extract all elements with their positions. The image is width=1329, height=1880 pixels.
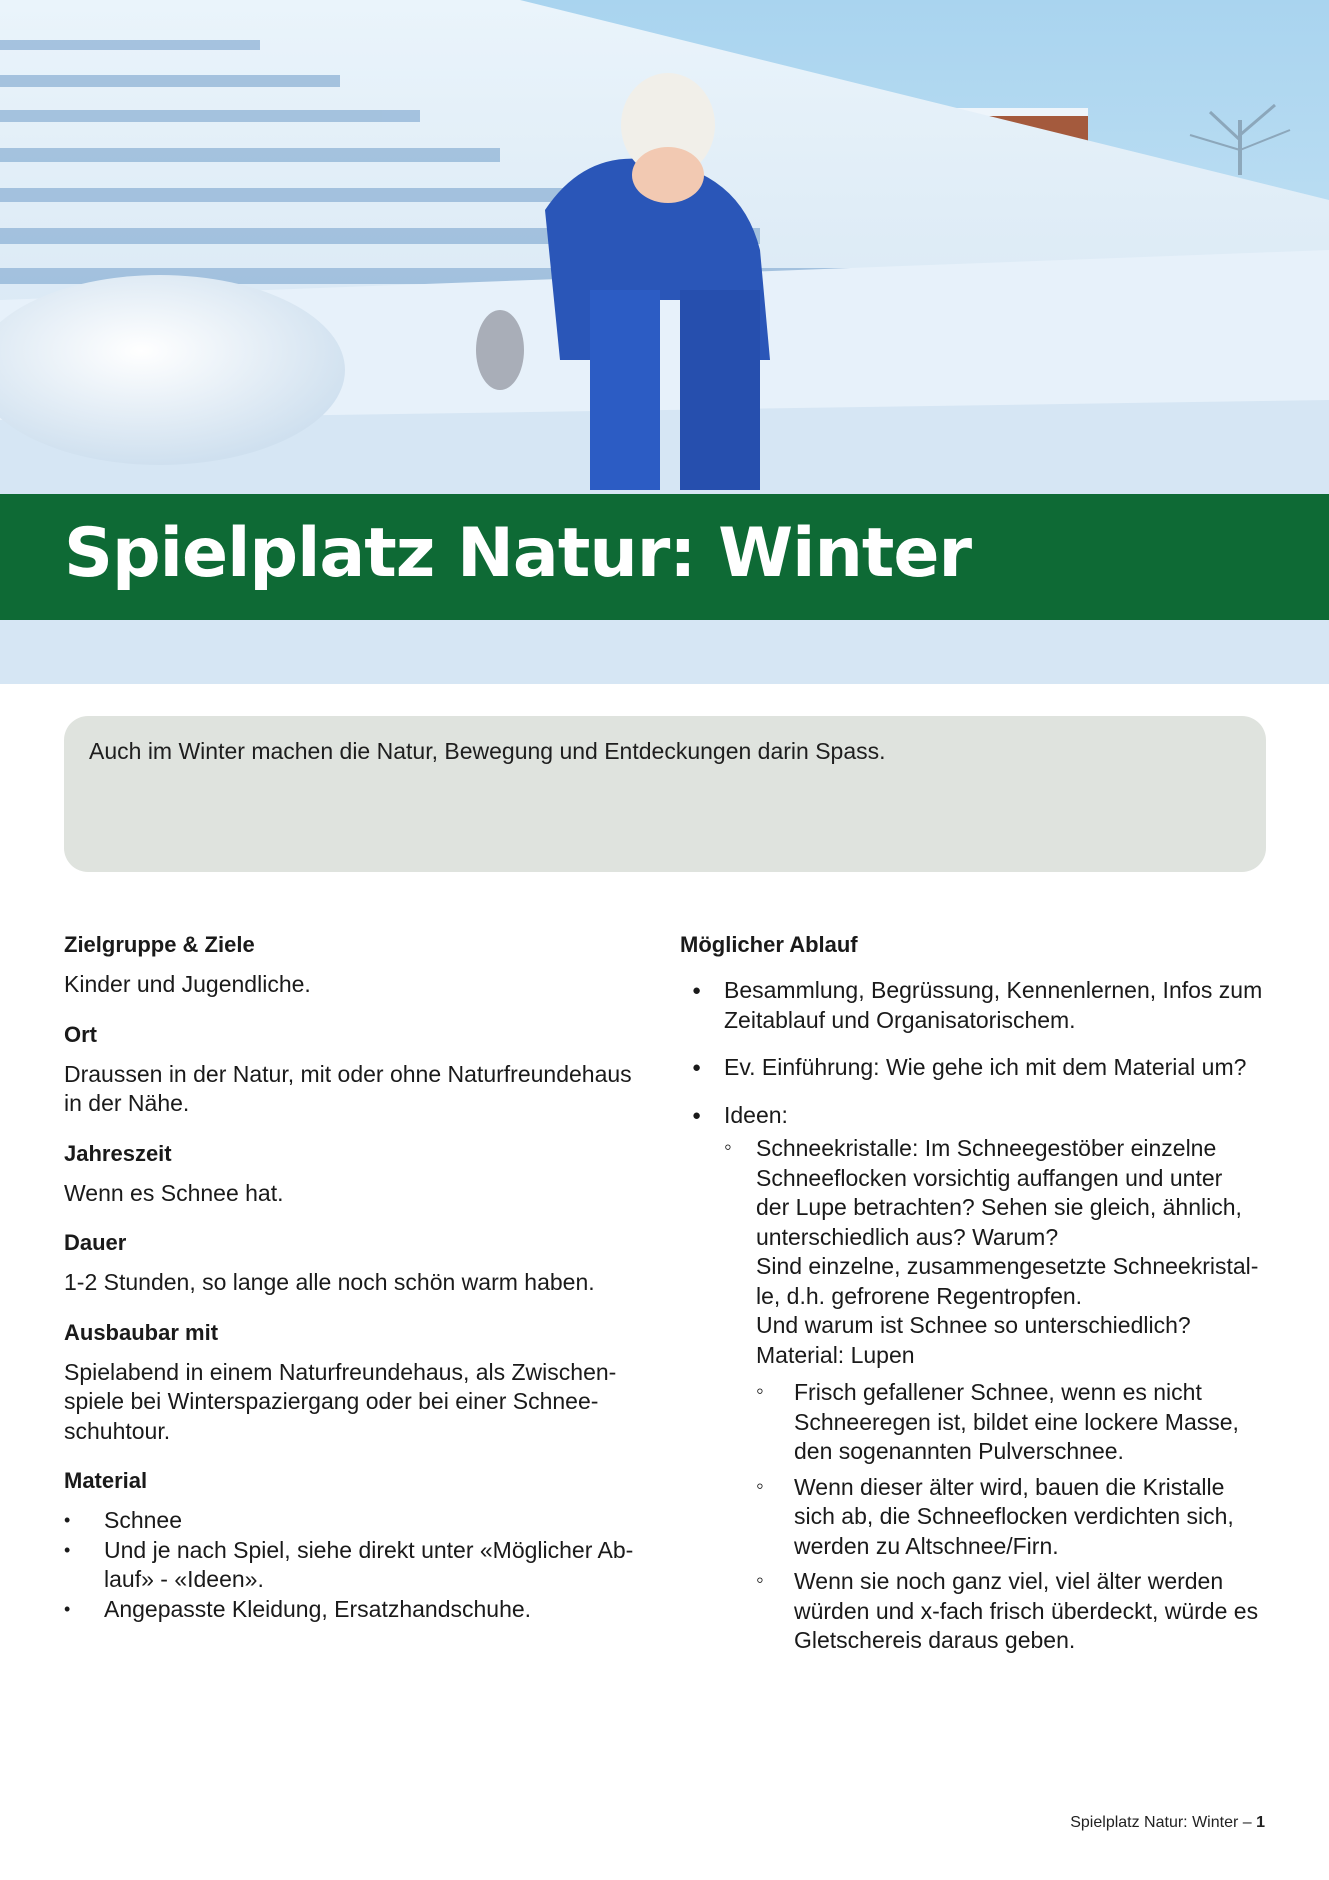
ausbaubar-line-2: spiele bei Winterspaziergang oder bei einer Schnee- bbox=[64, 1388, 599, 1414]
jahreszeit-text: Wenn es Schnee hat. bbox=[64, 1179, 284, 1206]
ort-heading: Ort bbox=[64, 1021, 97, 1047]
ort-line-1: Draussen in der Natur, mit oder ohne Naturfreundehaus bbox=[64, 1060, 632, 1087]
jahreszeit-heading: Jahreszeit bbox=[64, 1140, 172, 1166]
idea-line-8: Material: Lupen bbox=[756, 1341, 915, 1368]
material-item-1-line-1: • Schnee bbox=[104, 1507, 183, 1533]
list-item bbox=[680, 1053, 1280, 1083]
ablauf-list bbox=[680, 976, 1280, 1656]
idea-line-6: le, d.h. gefrorene Regentropfen. bbox=[756, 1282, 1083, 1309]
ablauf-heading: Möglicher Ablauf bbox=[680, 932, 858, 957]
sub-3-line-1: ◦ Wenn sie noch ganz viel, viel älter werden bbox=[794, 1568, 1224, 1594]
intro-text: Auch im Winter machen die Natur, Bewegung und Entdeckungen darin Spass. bbox=[89, 738, 886, 764]
footer-label: Spielplatz Natur: Winter – bbox=[1070, 1814, 1252, 1831]
sub-2-line-2: sich ab, die Schneeflocken verdichten sich, bbox=[794, 1503, 1234, 1529]
ausbaubar-line-3: schuhtour. bbox=[64, 1417, 171, 1444]
material-item-2-line-1: • Und je nach Spiel, siehe direkt unter «Möglicher Ab- bbox=[104, 1536, 634, 1563]
glove bbox=[476, 310, 524, 390]
left-column bbox=[64, 930, 654, 1624]
ablauf-item-2-line-1: ● Ev. Einführung: Wie gehe ich mit dem Material um? bbox=[724, 1054, 1247, 1080]
dauer-heading: Dauer bbox=[64, 1230, 127, 1255]
list-item bbox=[680, 1101, 1280, 1656]
idea-line-5: Sind einzelne, zusammengesetzte Schneekristal- bbox=[756, 1253, 1259, 1279]
page-title: Spielplatz Natur: Winter bbox=[64, 514, 972, 593]
list-item bbox=[724, 1134, 1280, 1656]
sub-2-line-1: ◦ Wenn dieser älter wird, bauen die Kristalle bbox=[794, 1473, 1225, 1500]
ideen-list bbox=[724, 1134, 1280, 1656]
list-item bbox=[64, 1536, 654, 1595]
list-item bbox=[756, 1378, 1280, 1467]
idea-line-7: Und warum ist Schnee so unterschiedlich? bbox=[756, 1312, 1191, 1338]
sub-3-line-3: Gletschereis daraus geben. bbox=[794, 1627, 1076, 1653]
title-band bbox=[0, 494, 1329, 620]
idea-sub-list bbox=[756, 1378, 1280, 1656]
ausbaubar-text bbox=[64, 1358, 654, 1447]
ort-line-2: in der Nähe. bbox=[64, 1090, 190, 1116]
page-number: 1 bbox=[1256, 1814, 1265, 1831]
material-list bbox=[64, 1506, 654, 1624]
page-footer bbox=[1070, 1814, 1265, 1832]
right-column bbox=[680, 930, 1280, 1674]
zielgruppe-text: Kinder und Jugendliche. bbox=[64, 971, 311, 997]
list-item bbox=[64, 1595, 654, 1625]
ablauf-item-1-line-2: Zeitablauf und Organisatorischem. bbox=[724, 1006, 1076, 1033]
list-item bbox=[64, 1506, 654, 1536]
ablauf-item-3-line-1: ● Ideen: bbox=[724, 1101, 788, 1128]
list-item bbox=[756, 1567, 1280, 1656]
material-item-3-line-1: • Angepasste Kleidung, Ersatzhandschuhe. bbox=[104, 1595, 532, 1622]
sub-1-line-1: ◦ Frisch gefallener Schnee, wenn es nicht bbox=[794, 1379, 1202, 1405]
material-item-2-line-2: lauf» - «Ideen». bbox=[104, 1566, 264, 1592]
ausbaubar-line-1: Spielabend in einem Naturfreundehaus, als Zwischen- bbox=[64, 1358, 617, 1385]
sub-1-line-2: Schneeregen ist, bildet eine lockere Masse, bbox=[794, 1408, 1239, 1435]
ablauf-item-1-line-1: ● Besammlung, Begrüssung, Kennenlernen, Infos zum bbox=[724, 977, 1263, 1003]
ort-text bbox=[64, 1060, 654, 1119]
sub-2-line-3: werden zu Altschnee/Firn. bbox=[794, 1532, 1059, 1559]
sub-3-line-2: würden und x-fach frisch überdeckt, würde es bbox=[794, 1597, 1259, 1624]
idea-line-3: der Lupe betrachten? Sehen sie gleich, ähnlich, bbox=[756, 1194, 1242, 1220]
zielgruppe-heading: Zielgruppe & Ziele bbox=[64, 932, 255, 957]
intro-box bbox=[64, 716, 1266, 872]
idea-line-4: unterschiedlich aus? Warum? bbox=[756, 1223, 1059, 1250]
idea-line-2: Schneeflocken vorsichtig auffangen und unter bbox=[756, 1164, 1223, 1191]
idea-line-1: ◦ Schneekristalle: Im Schneegestöber einzelne bbox=[756, 1135, 1217, 1161]
sub-1-line-3: den sogenannten Pulverschnee. bbox=[794, 1438, 1124, 1464]
ausbaubar-heading: Ausbaubar mit bbox=[64, 1319, 219, 1345]
material-heading: Material bbox=[64, 1468, 148, 1493]
list-item bbox=[680, 976, 1280, 1035]
list-item bbox=[756, 1473, 1280, 1562]
dauer-text: 1-2 Stunden, so lange alle noch schön warm haben. bbox=[64, 1269, 595, 1295]
